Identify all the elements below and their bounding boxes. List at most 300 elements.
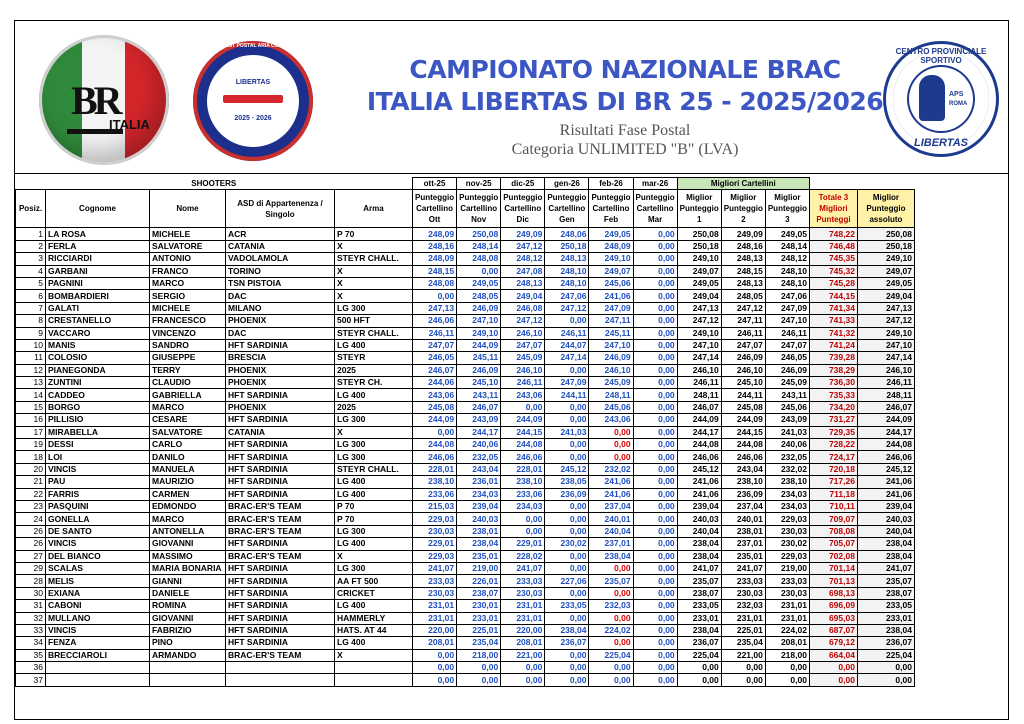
table-row xyxy=(16,327,915,339)
month-score-cell: 0,00 xyxy=(589,612,633,624)
weapon-cell xyxy=(335,662,413,674)
best-absolute-cell: 249,07 xyxy=(857,265,914,277)
surname-cell: PAU xyxy=(46,476,150,488)
month-score-cell: 231,01 xyxy=(501,612,545,624)
month-score-cell: 246,09 xyxy=(589,352,633,364)
surname-cell: EXIANA xyxy=(46,587,150,599)
month-score-cell: 238,07 xyxy=(457,587,501,599)
month-score-cell: 0,00 xyxy=(589,426,633,438)
best-absolute-cell: 238,04 xyxy=(857,624,914,636)
month-score-cell: 219,00 xyxy=(457,562,501,574)
table-row xyxy=(16,240,915,252)
month-score-cell: 235,04 xyxy=(457,637,501,649)
col-header-asd: ASD di Appartenenza / Singolo xyxy=(226,190,335,228)
best-absolute-cell: 241,07 xyxy=(857,562,914,574)
best-score-cell: 246,09 xyxy=(721,352,765,364)
total-cell: 741,24 xyxy=(809,339,857,351)
position-cell: 27 xyxy=(16,550,46,562)
month-score-cell: 241,06 xyxy=(589,488,633,500)
month-score-cell: 230,01 xyxy=(457,600,501,612)
month-score-cell: 241,03 xyxy=(545,426,589,438)
total-cell: 679,12 xyxy=(809,637,857,649)
month-score-cell: 249,10 xyxy=(457,327,501,339)
table-row xyxy=(16,525,915,537)
position-cell: 7 xyxy=(16,302,46,314)
month-score-cell: 246,10 xyxy=(501,364,545,376)
month-score-cell: 0,00 xyxy=(633,315,677,327)
best-absolute-cell: 248,11 xyxy=(857,389,914,401)
best-score-cell: 249,07 xyxy=(677,265,721,277)
best-score-cell: 246,06 xyxy=(677,451,721,463)
month-score-cell: 248,14 xyxy=(457,240,501,252)
name-cell: SANDRO xyxy=(150,339,226,351)
surname-cell: VINCIS xyxy=(46,624,150,636)
table-row xyxy=(16,339,915,351)
best-score-cell: 248,13 xyxy=(721,253,765,265)
month-score-cell: 244,09 xyxy=(457,339,501,351)
name-cell: SALVATORE xyxy=(150,240,226,252)
month-score-cell: 230,03 xyxy=(413,525,457,537)
month-score-cell: 248,10 xyxy=(545,265,589,277)
surname-cell xyxy=(46,662,150,674)
weapon-cell: STEYR xyxy=(335,352,413,364)
surname-cell: MULLANO xyxy=(46,612,150,624)
name-cell: EDMONDO xyxy=(150,500,226,512)
total-cell: 744,15 xyxy=(809,290,857,302)
table-row xyxy=(16,562,915,574)
best-score-cell: 230,02 xyxy=(765,538,809,550)
month-score-cell: 0,00 xyxy=(545,451,589,463)
month-score-cell: 0,00 xyxy=(457,674,501,686)
page-title-line2: ITALIA LIBERTAS DI BR 25 - 2025/2026 xyxy=(366,87,884,116)
best-score-cell: 241,06 xyxy=(677,476,721,488)
shooter-icon xyxy=(223,95,283,103)
total-cell: 745,28 xyxy=(809,277,857,289)
total-cell: 724,17 xyxy=(809,451,857,463)
total-cell: 664,04 xyxy=(809,649,857,661)
surname-cell: VINCIS xyxy=(46,463,150,475)
month-score-cell: 247,07 xyxy=(413,339,457,351)
best-score-cell: 235,04 xyxy=(721,637,765,649)
position-cell: 2 xyxy=(16,240,46,252)
month-score-cell: 233,01 xyxy=(457,612,501,624)
month-score-cell: 238,10 xyxy=(501,476,545,488)
name-cell: GABRIELLA xyxy=(150,389,226,401)
month-score-cell: 249,10 xyxy=(589,253,633,265)
month-score-cell: 245,09 xyxy=(501,352,545,364)
best-absolute-cell: 246,10 xyxy=(857,364,914,376)
best-score-cell: 244,11 xyxy=(721,389,765,401)
position-cell: 10 xyxy=(16,339,46,351)
club-cell: BRESCIA xyxy=(226,352,335,364)
club-cell: CATANIA xyxy=(226,240,335,252)
total-cell: 720,18 xyxy=(809,463,857,475)
table-row xyxy=(16,414,915,426)
weapon-cell: 2025 xyxy=(335,401,413,413)
position-cell: 37 xyxy=(16,674,46,686)
surname-cell: FARRIS xyxy=(46,488,150,500)
surname-cell: VINCIS xyxy=(46,538,150,550)
best-score-cell: 246,11 xyxy=(721,327,765,339)
best-absolute-cell: 0,00 xyxy=(857,674,914,686)
month-score-cell: 247,08 xyxy=(501,265,545,277)
name-cell: ARMANDO xyxy=(150,649,226,661)
month-score-cell: 0,00 xyxy=(589,637,633,649)
month-score-cell: 0,00 xyxy=(633,439,677,451)
table-row xyxy=(16,439,915,451)
weapon-cell: X xyxy=(335,426,413,438)
total-cell: 717,26 xyxy=(809,476,857,488)
name-cell: MARCO xyxy=(150,401,226,413)
surname-cell: DESSI xyxy=(46,439,150,451)
name-cell: MICHELE xyxy=(150,228,226,240)
surname-cell: MELIS xyxy=(46,575,150,587)
table-row xyxy=(16,277,915,289)
table-row xyxy=(16,476,915,488)
month-score-cell: 0,00 xyxy=(545,439,589,451)
name-cell: MAURIZIO xyxy=(150,476,226,488)
month-score-cell: 0,00 xyxy=(633,277,677,289)
position-cell: 36 xyxy=(16,662,46,674)
best-absolute-cell: 246,07 xyxy=(857,401,914,413)
surname-cell: COLOSIO xyxy=(46,352,150,364)
table-row xyxy=(16,290,915,302)
month-score-cell: 0,00 xyxy=(589,662,633,674)
table-row xyxy=(16,538,915,550)
club-cell: HFT SARDINIA xyxy=(226,451,335,463)
month-score-cell: 0,00 xyxy=(589,439,633,451)
total-cell: 710,11 xyxy=(809,500,857,512)
name-cell: ROMINA xyxy=(150,600,226,612)
month-score-cell: 0,00 xyxy=(633,327,677,339)
name-cell: MICHELE xyxy=(150,302,226,314)
month-score-cell: 238,05 xyxy=(545,476,589,488)
position-cell: 35 xyxy=(16,649,46,661)
month-score-cell: 0,00 xyxy=(633,426,677,438)
month-score-cell: 0,00 xyxy=(633,538,677,550)
club-cell: HFT SARDINIA xyxy=(226,488,335,500)
weapon-cell: 2025 xyxy=(335,364,413,376)
best-score-cell: 235,01 xyxy=(721,550,765,562)
month-score-cell: 232,03 xyxy=(589,600,633,612)
club-cell: ACR xyxy=(226,228,335,240)
position-cell: 1 xyxy=(16,228,46,240)
month-score-cell: 0,00 xyxy=(633,674,677,686)
month-score-cell: 0,00 xyxy=(633,377,677,389)
weapon-cell: X xyxy=(335,649,413,661)
month-score-cell: 0,00 xyxy=(633,253,677,265)
col-header-weapon: Arma xyxy=(335,190,413,228)
club-cell: PHOENIX xyxy=(226,401,335,413)
total-cell: 709,07 xyxy=(809,513,857,525)
weapon-cell: P 70 xyxy=(335,228,413,240)
month-label: gen-26 xyxy=(545,178,589,190)
month-score-cell: 235,07 xyxy=(589,575,633,587)
surname-cell: GONELLA xyxy=(46,513,150,525)
month-score-cell: 240,03 xyxy=(457,513,501,525)
month-score-cell: 243,11 xyxy=(457,389,501,401)
club-cell: HFT SARDINIA xyxy=(226,538,335,550)
month-score-cell: 236,07 xyxy=(545,637,589,649)
month-score-cell: 249,07 xyxy=(589,265,633,277)
club-cell: BRAC-ER'S TEAM xyxy=(226,550,335,562)
best-score-cell: 238,04 xyxy=(677,550,721,562)
name-cell: VINCENZO xyxy=(150,327,226,339)
best-score-cell: 0,00 xyxy=(721,674,765,686)
total-cell: 739,28 xyxy=(809,352,857,364)
weapon-cell: LG 400 xyxy=(335,488,413,500)
best-absolute-cell: 247,13 xyxy=(857,302,914,314)
month-score-cell: 229,03 xyxy=(413,550,457,562)
best-score-cell: 240,06 xyxy=(765,439,809,451)
best-absolute-cell: 244,17 xyxy=(857,426,914,438)
position-cell: 6 xyxy=(16,290,46,302)
col-header-best2: Miglior Punteggio 2 xyxy=(721,190,765,228)
month-score-cell: 243,04 xyxy=(457,463,501,475)
best-absolute-cell: 247,14 xyxy=(857,352,914,364)
name-cell: CARMEN xyxy=(150,488,226,500)
total-cell: 695,03 xyxy=(809,612,857,624)
col-header-pos: Posiz. xyxy=(16,190,46,228)
table-row xyxy=(16,389,915,401)
month-score-cell: 246,05 xyxy=(413,352,457,364)
surname-cell: CRESTANELLO xyxy=(46,315,150,327)
position-cell: 33 xyxy=(16,624,46,636)
best-absolute-cell: 235,07 xyxy=(857,575,914,587)
best-score-cell: 236,07 xyxy=(677,637,721,649)
best-absolute-cell: 244,09 xyxy=(857,414,914,426)
best-score-cell: 238,04 xyxy=(677,624,721,636)
table-row xyxy=(16,364,915,376)
month-score-cell: 0,00 xyxy=(589,562,633,574)
month-score-cell: 0,00 xyxy=(633,476,677,488)
table-row xyxy=(16,265,915,277)
month-score-cell: 0,00 xyxy=(633,339,677,351)
name-cell: GIUSEPPE xyxy=(150,352,226,364)
surname-cell: PASQUINI xyxy=(46,500,150,512)
month-score-cell: 0,00 xyxy=(457,662,501,674)
best-score-cell: 233,01 xyxy=(677,612,721,624)
name-cell: MASSIMO xyxy=(150,550,226,562)
position-cell: 11 xyxy=(16,352,46,364)
weapon-cell: LG 300 xyxy=(335,451,413,463)
month-score-cell: 233,03 xyxy=(413,575,457,587)
month-score-cell: 248,13 xyxy=(545,253,589,265)
month-score-cell: 248,16 xyxy=(413,240,457,252)
club-cell: BRAC-ER'S TEAM xyxy=(226,500,335,512)
weapon-cell: LG 300 xyxy=(335,302,413,314)
name-cell: ANTONELLA xyxy=(150,525,226,537)
month-score-cell: 245,11 xyxy=(457,352,501,364)
weapon-cell: LG 300 xyxy=(335,414,413,426)
month-score-cell: 250,08 xyxy=(457,228,501,240)
month-score-cell: 237,04 xyxy=(589,500,633,512)
best-score-cell: 0,00 xyxy=(677,662,721,674)
position-cell: 31 xyxy=(16,600,46,612)
month-score-cell: 249,09 xyxy=(501,228,545,240)
month-score-cell: 0,00 xyxy=(413,674,457,686)
month-score-cell: 248,06 xyxy=(545,228,589,240)
month-score-cell: 241,07 xyxy=(413,562,457,574)
month-score-cell: 246,08 xyxy=(501,302,545,314)
club-cell: HFT SARDINIA xyxy=(226,463,335,475)
month-score-cell: 0,00 xyxy=(633,500,677,512)
month-score-cell: 0,00 xyxy=(633,389,677,401)
month-score-cell: 231,01 xyxy=(501,600,545,612)
best-score-cell: 243,11 xyxy=(765,389,809,401)
position-cell: 22 xyxy=(16,488,46,500)
table-row xyxy=(16,401,915,413)
month-score-cell: 248,11 xyxy=(589,389,633,401)
weapon-cell: STEYR CHALL. xyxy=(335,463,413,475)
month-score-cell: 0,00 xyxy=(501,401,545,413)
month-score-cell: 233,03 xyxy=(501,575,545,587)
table-row xyxy=(16,649,915,661)
name-cell: GIOVANNI xyxy=(150,538,226,550)
position-cell: 23 xyxy=(16,500,46,512)
best-score-cell: 233,03 xyxy=(721,575,765,587)
best-score-cell: 250,08 xyxy=(677,228,721,240)
best-score-cell: 245,08 xyxy=(721,401,765,413)
total-cell: 741,32 xyxy=(809,327,857,339)
month-score-cell: 0,00 xyxy=(457,265,501,277)
month-score-cell: 228,01 xyxy=(501,463,545,475)
month-score-cell: 248,09 xyxy=(413,228,457,240)
month-score-cell: 208,01 xyxy=(501,637,545,649)
name-cell: CESARE xyxy=(150,414,226,426)
month-score-cell: 0,00 xyxy=(413,426,457,438)
month-score-cell: 230,02 xyxy=(545,538,589,550)
table-row xyxy=(16,463,915,475)
best-score-cell: 245,06 xyxy=(765,401,809,413)
best-score-cell: 0,00 xyxy=(677,674,721,686)
month-score-cell: 244,09 xyxy=(501,414,545,426)
position-cell: 8 xyxy=(16,315,46,327)
sheet-header xyxy=(15,21,1008,174)
name-cell: FABRIZIO xyxy=(150,624,226,636)
col-header-total: Totale 3 Migliori Punteggi xyxy=(809,190,857,228)
club-cell: CATANIA xyxy=(226,426,335,438)
month-score-cell: 0,00 xyxy=(545,364,589,376)
weapon-cell: HATS. AT 44 xyxy=(335,624,413,636)
weapon-cell: X xyxy=(335,550,413,562)
best-score-cell: 247,12 xyxy=(677,315,721,327)
name-cell xyxy=(150,674,226,686)
surname-cell: MANIS xyxy=(46,339,150,351)
month-score-cell: 246,10 xyxy=(501,327,545,339)
club-cell: HFT SARDINIA xyxy=(226,612,335,624)
best-score-cell: 244,08 xyxy=(721,439,765,451)
month-score-cell: 0,00 xyxy=(633,451,677,463)
month-score-cell: 247,14 xyxy=(545,352,589,364)
club-cell: PHOENIX xyxy=(226,315,335,327)
month-score-cell: 241,06 xyxy=(589,290,633,302)
total-cell: 701,13 xyxy=(809,575,857,587)
month-score-cell: 247,11 xyxy=(589,315,633,327)
best-score-cell: 238,10 xyxy=(765,476,809,488)
best-score-cell: 246,10 xyxy=(721,364,765,376)
month-score-cell: 241,06 xyxy=(589,476,633,488)
month-score-cell: 240,01 xyxy=(589,513,633,525)
month-score-cell: 218,00 xyxy=(457,649,501,661)
month-score-cell: 244,17 xyxy=(457,426,501,438)
month-score-cell: 0,00 xyxy=(589,674,633,686)
table-row xyxy=(16,315,915,327)
best-score-cell: 248,10 xyxy=(765,277,809,289)
best-score-cell: 244,15 xyxy=(721,426,765,438)
month-score-cell: 0,00 xyxy=(633,562,677,574)
month-score-cell: 0,00 xyxy=(545,587,589,599)
best-absolute-cell: 249,04 xyxy=(857,290,914,302)
best-score-cell: 249,10 xyxy=(677,253,721,265)
month-score-cell: 0,00 xyxy=(545,315,589,327)
best-absolute-cell: 238,04 xyxy=(857,550,914,562)
name-cell: PINO xyxy=(150,637,226,649)
table-row xyxy=(16,600,915,612)
surname-cell: DEL BIANCO xyxy=(46,550,150,562)
col-header-score-nov: Punteggio Cartellino Nov xyxy=(457,190,501,228)
club-cell: BRAC-ER'S TEAM xyxy=(226,513,335,525)
weapon-cell xyxy=(335,674,413,686)
position-cell: 3 xyxy=(16,253,46,265)
centro-sportivo-libertas-logo: CENTRO PROVINCIALE SPORTIVO APS ROMA LIBERTAS xyxy=(883,41,999,157)
best-score-cell: 0,00 xyxy=(721,662,765,674)
month-label: mar-26 xyxy=(633,178,677,190)
month-score-cell: 244,08 xyxy=(413,439,457,451)
position-cell: 16 xyxy=(16,414,46,426)
month-score-cell: 0,00 xyxy=(589,451,633,463)
best-score-cell: 248,05 xyxy=(721,290,765,302)
best-score-cell: 249,09 xyxy=(721,228,765,240)
position-cell: 26 xyxy=(16,525,46,537)
total-cell: 748,22 xyxy=(809,228,857,240)
month-score-cell: 0,00 xyxy=(633,624,677,636)
best-score-cell: 248,15 xyxy=(721,265,765,277)
month-score-cell: 246,06 xyxy=(413,315,457,327)
month-score-cell: 0,00 xyxy=(633,513,677,525)
surname-cell: MIRABELLA xyxy=(46,426,150,438)
best-score-cell: 233,03 xyxy=(765,575,809,587)
weapon-cell: STEYR CH. xyxy=(335,377,413,389)
best-score-cell: 233,05 xyxy=(677,600,721,612)
surname-cell: PILLISIO xyxy=(46,414,150,426)
month-score-cell: 238,04 xyxy=(545,624,589,636)
month-score-cell: 244,06 xyxy=(413,377,457,389)
month-label: ott-25 xyxy=(413,178,457,190)
month-score-cell: 215,03 xyxy=(413,500,457,512)
athlete-icon xyxy=(919,75,945,121)
page-title-line1: CAMPIONATO NAZIONALE BRAC xyxy=(409,55,841,84)
month-score-cell: 248,10 xyxy=(545,277,589,289)
best-score-cell: 240,04 xyxy=(677,525,721,537)
month-score-cell: 230,03 xyxy=(501,587,545,599)
best-score-cell: 238,07 xyxy=(677,587,721,599)
best-absolute-cell: 246,11 xyxy=(857,377,914,389)
best-score-cell: 247,09 xyxy=(765,302,809,314)
month-score-cell: 244,15 xyxy=(501,426,545,438)
month-score-cell: 0,00 xyxy=(633,414,677,426)
best-score-cell: 246,10 xyxy=(677,364,721,376)
total-cell: 698,13 xyxy=(809,587,857,599)
month-score-cell: 0,00 xyxy=(633,575,677,587)
month-score-cell: 248,09 xyxy=(413,253,457,265)
total-cell: 0,00 xyxy=(809,674,857,686)
position-cell: 29 xyxy=(16,562,46,574)
month-score-cell: 245,10 xyxy=(457,377,501,389)
position-cell: 5 xyxy=(16,277,46,289)
name-cell: GIANNI xyxy=(150,575,226,587)
month-score-cell: 229,01 xyxy=(413,538,457,550)
